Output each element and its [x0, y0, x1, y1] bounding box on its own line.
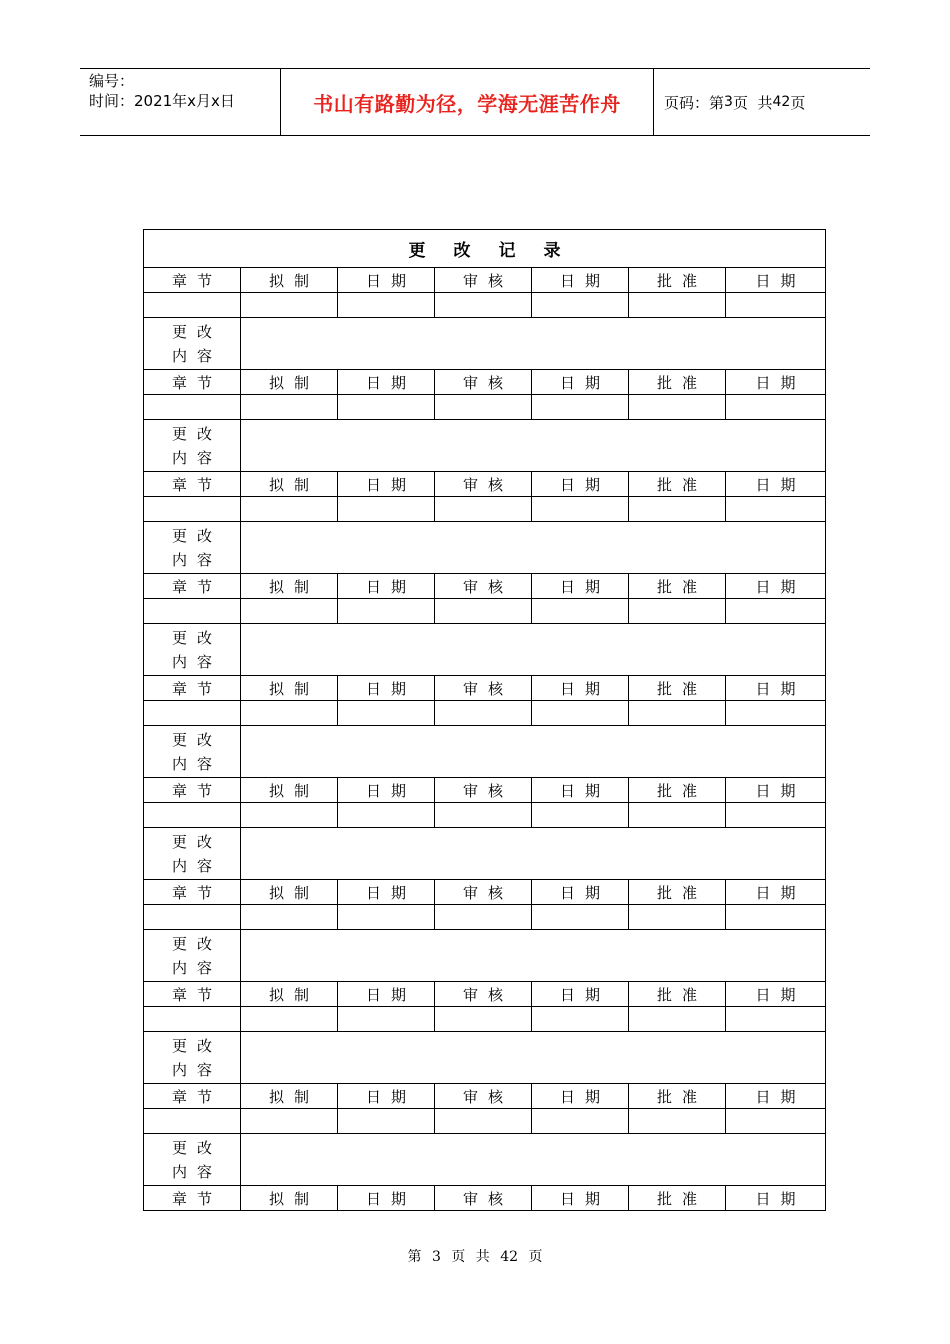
column-header-label: 批准 [656, 1189, 707, 1208]
column-header-cell [435, 676, 532, 701]
column-header-cell [726, 472, 826, 497]
column-header-label: 拟制 [268, 1087, 319, 1106]
change-content-label-line1: 更改 [171, 1138, 222, 1157]
column-header-cell [532, 778, 629, 803]
entry-cell[interactable] [144, 599, 241, 624]
column-header-cell [144, 880, 241, 905]
column-header-cell [338, 472, 435, 497]
column-header-label: 章节 [171, 781, 222, 800]
column-header-label: 批准 [656, 271, 707, 290]
column-header-label: 拟制 [268, 577, 319, 596]
entry-cell[interactable] [435, 1007, 532, 1032]
entry-cell[interactable] [629, 905, 726, 930]
entry-cell[interactable] [532, 803, 629, 828]
column-header-cell [241, 472, 338, 497]
column-header-cell [629, 472, 726, 497]
change-content-label-line2: 内容 [171, 346, 222, 365]
column-header-cell [629, 1186, 726, 1211]
change-content-cell[interactable] [241, 726, 826, 778]
entry-cell[interactable] [629, 1109, 726, 1134]
column-header-cell [241, 268, 338, 293]
change-content-label [144, 726, 241, 778]
entry-cell[interactable] [726, 905, 826, 930]
column-header-row [144, 880, 826, 905]
column-header-label: 章节 [171, 373, 222, 392]
entry-row [144, 1109, 826, 1134]
entry-cell[interactable] [435, 803, 532, 828]
entry-cell[interactable] [241, 803, 338, 828]
change-content-label-line1: 更改 [171, 832, 222, 851]
entry-row [144, 803, 826, 828]
change-content-cell[interactable] [241, 318, 826, 370]
change-content-label-line2: 内容 [171, 448, 222, 467]
column-header-row [144, 574, 826, 599]
column-header-cell [726, 778, 826, 803]
entry-cell[interactable] [629, 803, 726, 828]
entry-cell[interactable] [629, 293, 726, 318]
column-header-label: 审核 [462, 679, 513, 698]
entry-row [144, 293, 826, 318]
column-header-cell [144, 574, 241, 599]
column-header-label: 日期 [559, 679, 610, 698]
column-header-row [144, 778, 826, 803]
entry-cell[interactable] [144, 1007, 241, 1032]
page-prefix: 页码：第 [664, 93, 725, 112]
column-header-cell [532, 1084, 629, 1109]
column-header-label: 日期 [365, 883, 416, 902]
change-content-label-line2: 内容 [171, 1060, 222, 1079]
column-header-cell [532, 676, 629, 701]
column-header-label: 章节 [171, 577, 222, 596]
column-header-label: 日期 [365, 1087, 416, 1106]
entry-cell[interactable] [726, 803, 826, 828]
column-header-label: 日期 [755, 679, 806, 698]
entry-cell[interactable] [338, 395, 435, 420]
change-content-cell[interactable] [241, 828, 826, 880]
table-title: 更改记录 [408, 241, 589, 261]
number-label: 编号： [89, 72, 135, 90]
column-header-label: 审核 [462, 475, 513, 494]
column-header-label: 审核 [462, 781, 513, 800]
change-content-label-line1: 更改 [171, 628, 222, 647]
page-header [80, 68, 870, 136]
change-content-label [144, 522, 241, 574]
change-content-label-line1: 更改 [171, 322, 222, 341]
column-header-label: 拟制 [268, 679, 319, 698]
column-header-cell [532, 1186, 629, 1211]
entry-cell[interactable] [241, 599, 338, 624]
column-header-cell [532, 472, 629, 497]
column-header-cell [532, 880, 629, 905]
column-header-label: 审核 [462, 883, 513, 902]
change-content-row [144, 522, 826, 574]
column-header-label: 日期 [755, 985, 806, 1004]
entry-cell[interactable] [241, 395, 338, 420]
column-header-label: 拟制 [268, 373, 319, 392]
column-header-cell [144, 778, 241, 803]
entry-cell[interactable] [532, 599, 629, 624]
column-header-label: 批准 [656, 985, 707, 1004]
change-content-row [144, 318, 826, 370]
column-header-cell [144, 1084, 241, 1109]
column-header-label: 章节 [171, 985, 222, 1004]
page-suffix: 页 [790, 93, 806, 112]
entry-cell[interactable] [726, 497, 826, 522]
column-header-label: 日期 [365, 1189, 416, 1208]
column-header-label: 批准 [656, 577, 707, 596]
change-content-label-line2: 内容 [171, 958, 222, 977]
change-content-label-line1: 更改 [171, 730, 222, 749]
change-content-label-line2: 内容 [171, 754, 222, 773]
column-header-label: 日期 [559, 475, 610, 494]
column-header-label: 日期 [365, 475, 416, 494]
entry-cell[interactable] [726, 1109, 826, 1134]
entry-cell[interactable] [435, 1109, 532, 1134]
change-content-label-line2: 内容 [171, 550, 222, 569]
column-header-label: 章节 [171, 883, 222, 902]
column-header-row [144, 982, 826, 1007]
column-header-label: 日期 [559, 577, 610, 596]
entry-row [144, 395, 826, 420]
change-content-row [144, 1134, 826, 1186]
entry-cell[interactable] [629, 701, 726, 726]
change-content-cell[interactable] [241, 420, 826, 472]
column-header-label: 日期 [755, 883, 806, 902]
entry-cell[interactable] [726, 395, 826, 420]
column-header-row [144, 1186, 826, 1211]
column-header-row [144, 268, 826, 293]
entry-cell[interactable] [338, 905, 435, 930]
entry-cell[interactable] [338, 599, 435, 624]
entry-cell[interactable] [532, 701, 629, 726]
column-header-cell [144, 472, 241, 497]
column-header-label: 日期 [559, 985, 610, 1004]
change-content-cell[interactable] [241, 522, 826, 574]
change-content-label [144, 318, 241, 370]
column-header-cell [435, 268, 532, 293]
entry-row [144, 497, 826, 522]
entry-cell[interactable] [241, 905, 338, 930]
column-header-cell [435, 982, 532, 1007]
column-header-label: 拟制 [268, 1189, 319, 1208]
column-header-cell [338, 880, 435, 905]
column-header-label: 批准 [656, 475, 707, 494]
column-header-cell [629, 778, 726, 803]
column-header-label: 日期 [365, 373, 416, 392]
column-header-label: 日期 [755, 577, 806, 596]
column-header-label: 日期 [755, 373, 806, 392]
column-header-cell [532, 370, 629, 395]
column-header-cell [435, 880, 532, 905]
column-header-label: 章节 [171, 679, 222, 698]
column-header-cell [338, 778, 435, 803]
column-header-cell [726, 268, 826, 293]
column-header-label: 审核 [462, 985, 513, 1004]
column-header-cell [435, 1084, 532, 1109]
change-content-row [144, 1032, 826, 1084]
change-content-label [144, 930, 241, 982]
change-content-label-line1: 更改 [171, 424, 222, 443]
column-header-cell [338, 574, 435, 599]
column-header-label: 拟制 [268, 475, 319, 494]
column-header-row [144, 472, 826, 497]
entry-cell[interactable] [241, 293, 338, 318]
column-header-row [144, 1084, 826, 1109]
column-header-label: 日期 [559, 373, 610, 392]
column-header-label: 日期 [365, 577, 416, 596]
column-header-cell [144, 268, 241, 293]
entry-cell[interactable] [435, 599, 532, 624]
entry-row [144, 701, 826, 726]
entry-cell[interactable] [144, 803, 241, 828]
entry-cell[interactable] [629, 1007, 726, 1032]
change-record-table [143, 229, 826, 1211]
change-content-label-line2: 内容 [171, 1162, 222, 1181]
column-header-cell [338, 982, 435, 1007]
column-header-cell [629, 982, 726, 1007]
entry-cell[interactable] [338, 803, 435, 828]
column-header-cell [629, 574, 726, 599]
column-header-cell [241, 778, 338, 803]
entry-cell[interactable] [532, 293, 629, 318]
column-header-label: 日期 [559, 781, 610, 800]
change-content-label-line1: 更改 [171, 1036, 222, 1055]
entry-cell[interactable] [532, 1109, 629, 1134]
entry-cell[interactable] [241, 1109, 338, 1134]
page-mid: 页 共 [732, 93, 773, 112]
column-header-label: 审核 [462, 577, 513, 596]
entry-cell[interactable] [435, 497, 532, 522]
time-label: 时间：2021年x月x日 [89, 92, 235, 110]
entry-cell[interactable] [532, 395, 629, 420]
entry-cell[interactable] [532, 497, 629, 522]
column-header-cell [144, 982, 241, 1007]
change-content-label [144, 624, 241, 676]
entry-cell[interactable] [435, 395, 532, 420]
entry-cell[interactable] [726, 1007, 826, 1032]
page-current: 3 [724, 94, 733, 110]
entry-cell[interactable] [144, 905, 241, 930]
entry-cell[interactable] [532, 905, 629, 930]
entry-cell[interactable] [241, 497, 338, 522]
entry-cell[interactable] [241, 1007, 338, 1032]
table-title-row [144, 230, 826, 268]
entry-cell[interactable] [726, 599, 826, 624]
column-header-cell [726, 1084, 826, 1109]
column-header-cell [726, 1186, 826, 1211]
column-header-cell [144, 1186, 241, 1211]
column-header-label: 日期 [559, 271, 610, 290]
change-content-row [144, 420, 826, 472]
column-header-label: 日期 [755, 1087, 806, 1106]
column-header-label: 审核 [462, 1189, 513, 1208]
column-header-cell [435, 370, 532, 395]
entry-cell[interactable] [144, 497, 241, 522]
entry-row [144, 599, 826, 624]
column-header-cell [726, 574, 826, 599]
column-header-cell [435, 574, 532, 599]
column-header-label: 日期 [755, 781, 806, 800]
column-header-label: 审核 [462, 271, 513, 290]
column-header-label: 批准 [656, 781, 707, 800]
entry-cell[interactable] [144, 293, 241, 318]
column-header-cell [629, 676, 726, 701]
column-header-row [144, 370, 826, 395]
column-header-label: 日期 [365, 271, 416, 290]
change-content-label-line1: 更改 [171, 934, 222, 953]
column-header-cell [629, 880, 726, 905]
entry-cell[interactable] [338, 1109, 435, 1134]
change-content-label-line2: 内容 [171, 856, 222, 875]
column-header-label: 审核 [462, 1087, 513, 1106]
column-header-label: 章节 [171, 1087, 222, 1106]
column-header-cell [726, 676, 826, 701]
entry-row [144, 905, 826, 930]
column-header-label: 日期 [755, 1189, 806, 1208]
entry-cell[interactable] [726, 701, 826, 726]
column-header-label: 日期 [365, 985, 416, 1004]
column-header-cell [338, 1084, 435, 1109]
entry-cell[interactable] [435, 905, 532, 930]
column-header-cell [629, 370, 726, 395]
entry-cell[interactable] [532, 1007, 629, 1032]
column-header-label: 拟制 [268, 883, 319, 902]
change-content-row [144, 624, 826, 676]
entry-row [144, 1007, 826, 1032]
entry-cell[interactable] [241, 701, 338, 726]
change-content-row [144, 828, 826, 880]
column-header-cell [241, 880, 338, 905]
column-header-label: 章节 [171, 1189, 222, 1208]
change-content-label-line1: 更改 [171, 526, 222, 545]
entry-cell[interactable] [629, 497, 726, 522]
change-content-label-line2: 内容 [171, 652, 222, 671]
column-header-cell [241, 1186, 338, 1211]
column-header-label: 章节 [171, 271, 222, 290]
column-header-cell [435, 778, 532, 803]
entry-cell[interactable] [338, 497, 435, 522]
column-header-cell [241, 574, 338, 599]
entry-cell[interactable] [629, 395, 726, 420]
entry-cell[interactable] [338, 1007, 435, 1032]
column-header-cell [726, 982, 826, 1007]
column-header-label: 章节 [171, 475, 222, 494]
change-content-label [144, 420, 241, 472]
entry-cell[interactable] [338, 701, 435, 726]
entry-cell[interactable] [435, 701, 532, 726]
column-header-cell [144, 676, 241, 701]
header-meta [80, 69, 281, 135]
column-header-cell [629, 268, 726, 293]
entry-cell[interactable] [144, 1109, 241, 1134]
column-header-cell [532, 268, 629, 293]
column-header-cell [241, 370, 338, 395]
change-content-cell[interactable] [241, 624, 826, 676]
column-header-label: 日期 [559, 883, 610, 902]
page-footer: 第 3 页 共 42 页 [407, 1249, 543, 1265]
column-header-label: 批准 [656, 373, 707, 392]
column-header-cell [435, 1186, 532, 1211]
column-header-label: 批准 [656, 883, 707, 902]
column-header-label: 拟制 [268, 781, 319, 800]
column-header-cell [241, 982, 338, 1007]
page-total: 42 [772, 94, 791, 110]
column-header-label: 日期 [755, 475, 806, 494]
change-content-cell[interactable] [241, 1032, 826, 1084]
column-header-cell [435, 472, 532, 497]
column-header-cell [338, 676, 435, 701]
column-header-cell [532, 982, 629, 1007]
column-header-label: 日期 [365, 679, 416, 698]
table-title-cell [144, 230, 826, 268]
column-header-label: 日期 [559, 1087, 610, 1106]
change-content-row [144, 726, 826, 778]
header-motto: 书山有路勤为径，学海无涯苦作舟 [281, 69, 654, 135]
column-header-label: 审核 [462, 373, 513, 392]
entry-cell[interactable] [629, 599, 726, 624]
column-header-label: 日期 [559, 1189, 610, 1208]
change-content-row [144, 930, 826, 982]
change-content-cell[interactable] [241, 1134, 826, 1186]
column-header-row [144, 676, 826, 701]
header-page-info [654, 69, 870, 135]
column-header-cell [338, 1186, 435, 1211]
column-header-label: 拟制 [268, 985, 319, 1004]
entry-cell[interactable] [144, 395, 241, 420]
column-header-label: 日期 [365, 781, 416, 800]
column-header-label: 批准 [656, 1087, 707, 1106]
column-header-cell [241, 1084, 338, 1109]
change-content-cell[interactable] [241, 930, 826, 982]
column-header-cell [241, 676, 338, 701]
column-header-cell [144, 370, 241, 395]
column-header-cell [726, 370, 826, 395]
column-header-label: 批准 [656, 679, 707, 698]
column-header-cell [338, 370, 435, 395]
entry-cell[interactable] [726, 293, 826, 318]
column-header-cell [338, 268, 435, 293]
column-header-cell [629, 1084, 726, 1109]
entry-cell[interactable] [338, 293, 435, 318]
column-header-cell [532, 574, 629, 599]
entry-cell[interactable] [144, 701, 241, 726]
column-header-label: 日期 [755, 271, 806, 290]
change-content-label [144, 828, 241, 880]
change-content-label [144, 1134, 241, 1186]
column-header-cell [726, 880, 826, 905]
change-content-label [144, 1032, 241, 1084]
column-header-label: 拟制 [268, 271, 319, 290]
entry-cell[interactable] [435, 293, 532, 318]
